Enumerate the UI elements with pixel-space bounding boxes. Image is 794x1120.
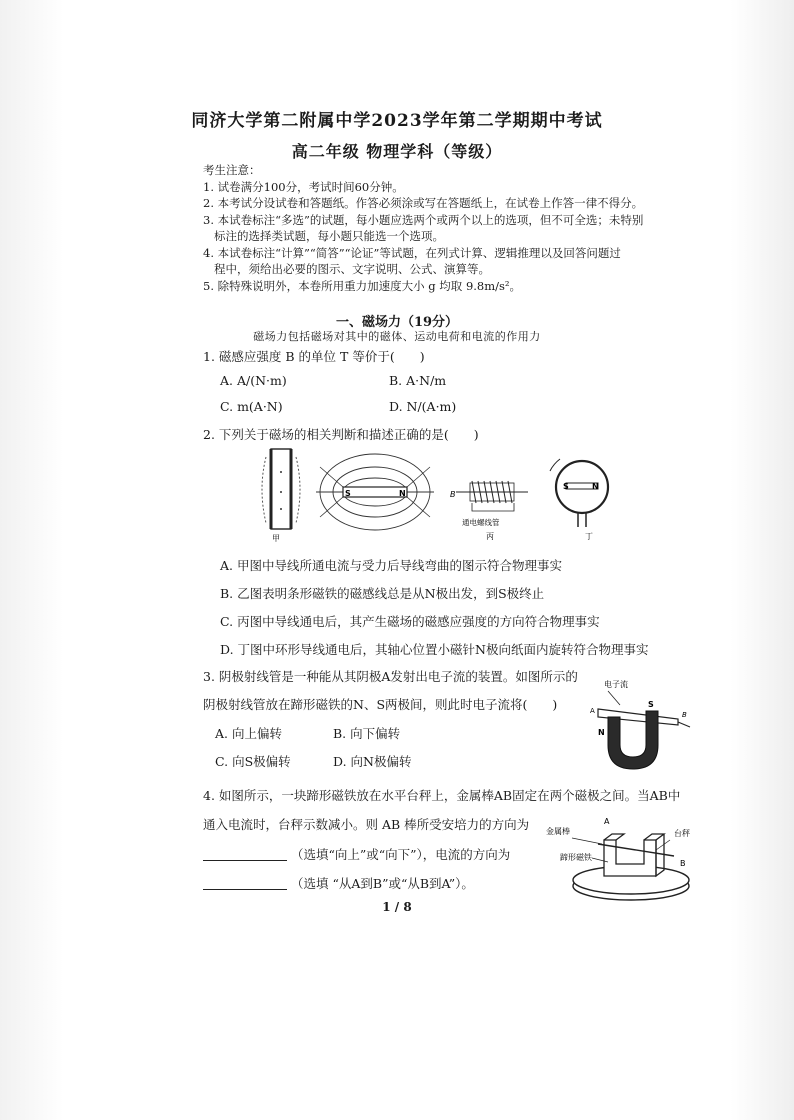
question-2-stem: 2. 下列关于磁场的相关判断和描述正确的是( )	[203, 427, 479, 442]
svg-text:S: S	[345, 489, 351, 498]
q3-option-d: D. 向N极偏转	[333, 754, 412, 769]
q3-fig-label: 电子流	[604, 680, 628, 689]
fig-bing-label: 丙	[486, 532, 494, 541]
section-title: 一、磁场力（19分）	[335, 315, 459, 330]
exam-subtitle: 高二年级 物理学科（等级）	[291, 142, 503, 161]
svg-text:N: N	[598, 728, 605, 737]
q3-option-c: C. 向S极偏转	[215, 754, 291, 769]
q1-option-d: D. N/(A·m)	[389, 399, 457, 414]
q1-option-b: B. A·N/m	[389, 373, 447, 388]
q4-fig-rod-label: 金属棒	[546, 827, 570, 836]
svg-text:B: B	[450, 490, 456, 499]
q3-option-a: A. 向上偏转	[215, 726, 282, 741]
notice-item: 5. 除特殊说明外，本卷所用重力加速度大小 g 均取 9.8m/s²。	[203, 278, 522, 293]
figure-yi-bar-magnet-icon	[316, 454, 434, 530]
exam-title: 同济大学第二附属中学2023学年第二学期期中考试	[191, 111, 603, 131]
q2-option-c: C. 丙图中导线通电后，其产生磁场的磁感应强度的方向符合物理事实	[220, 614, 600, 629]
svg-text:N: N	[592, 482, 599, 491]
answer-blank-force-direction[interactable]	[203, 848, 287, 861]
notice-item: 1. 试卷满分100分，考试时间60分钟。	[203, 179, 404, 194]
page-number: 1 / 8	[382, 900, 412, 914]
question-4-line-1: 4. 如图所示，一块蹄形磁铁放在水平台秤上，金属棒AB固定在两个磁极之间。当AB中	[203, 788, 681, 803]
question-4-line-3: （选填“向上”或“向下”），电流的方向为	[291, 847, 511, 862]
fig-ding-label: 丁	[585, 532, 593, 541]
figure-bing-solenoid-icon	[450, 481, 528, 511]
question-4-line-4-row	[203, 874, 474, 892]
svg-text:B: B	[682, 711, 687, 719]
fig-coil-label: 通电螺线管	[462, 518, 500, 527]
q2-option-d: D. 丁图中环形导线通电后，其轴心位置小磁针N极向纸面内旋转符合物理事实	[220, 642, 649, 657]
svg-text:A: A	[604, 817, 610, 826]
q2-option-a: A. 甲图中导线所通电流与受力后导线弯曲的图示符合物理事实	[220, 558, 562, 573]
svg-text:A: A	[590, 707, 595, 715]
answer-blank-current-direction[interactable]	[203, 877, 287, 890]
q1-option-a: A. A/(N·m)	[220, 373, 287, 388]
notice-item: 2. 本考试分设试卷和答题纸。作答必须涂或写在答题纸上，在试卷上作答一律不得分。	[203, 196, 644, 210]
question-3-line-2: 阴极射线管放在蹄形磁铁的N、S两极间，则此时电子流将( )	[203, 697, 558, 712]
svg-text:N: N	[399, 489, 406, 498]
notice-item: 4. 本试卷标注“计算”“简答”“论证”等试题，在列式计算、逻辑推理以及回答问题过	[203, 245, 621, 260]
svg-text:S: S	[563, 482, 569, 491]
q3-figure	[578, 673, 698, 773]
question-1-stem: 1. 磁感应强度 B 的单位 T 等价于( )	[203, 349, 425, 364]
notice-item: 程中，须给出必要的图示、文字说明、公式、演算等。	[214, 262, 490, 276]
notice-item: 3. 本试卷标注“多选”的试题，每小题应选两个或两个以上的选项，但不可全选；未特别	[203, 212, 644, 227]
q3-option-b: B. 向下偏转	[333, 726, 401, 741]
q2-option-b: B. 乙图表明条形磁铁的磁感线总是从N极出发，到S极终止	[220, 586, 545, 601]
question-4-line-4: （选填 “从A到B”或“从B到A”）。	[291, 876, 474, 891]
cathode-ray-tube-icon	[590, 707, 690, 727]
q1-option-c: C. m(A·N)	[220, 399, 283, 414]
question-3-line-1: 3. 阴极射线管是一种能从其阴极A发射出电子流的装置。如图所示的	[203, 669, 578, 684]
q4-fig-scale-label: 台秤	[674, 829, 690, 838]
svg-text:B: B	[680, 859, 686, 868]
q4-fig-magnet-label: 蹄形磁铁	[560, 853, 592, 862]
section-subtitle: 磁场力包括磁场对其中的磁体、运动电荷和电流的作用力	[253, 330, 541, 343]
q2-figures	[250, 447, 630, 545]
notice-heading: 考生注意：	[203, 163, 261, 177]
notice-block	[203, 162, 683, 294]
figure-ding-ring-icon	[550, 459, 608, 527]
scale-with-magnet-icon	[572, 834, 689, 900]
question-4-line-2: 通入电流时，台秤示数减小。则 AB 棒所受安培力的方向为	[203, 817, 530, 832]
svg-text:S: S	[648, 700, 654, 709]
question-4-line-3-row	[203, 845, 510, 863]
figure-jia-wire-icon	[262, 449, 300, 529]
notice-item: 标注的选择类试题，每小题只能选一个选项。	[214, 229, 444, 243]
fig-jia-label: 甲	[272, 534, 280, 543]
q4-figure	[546, 810, 706, 910]
